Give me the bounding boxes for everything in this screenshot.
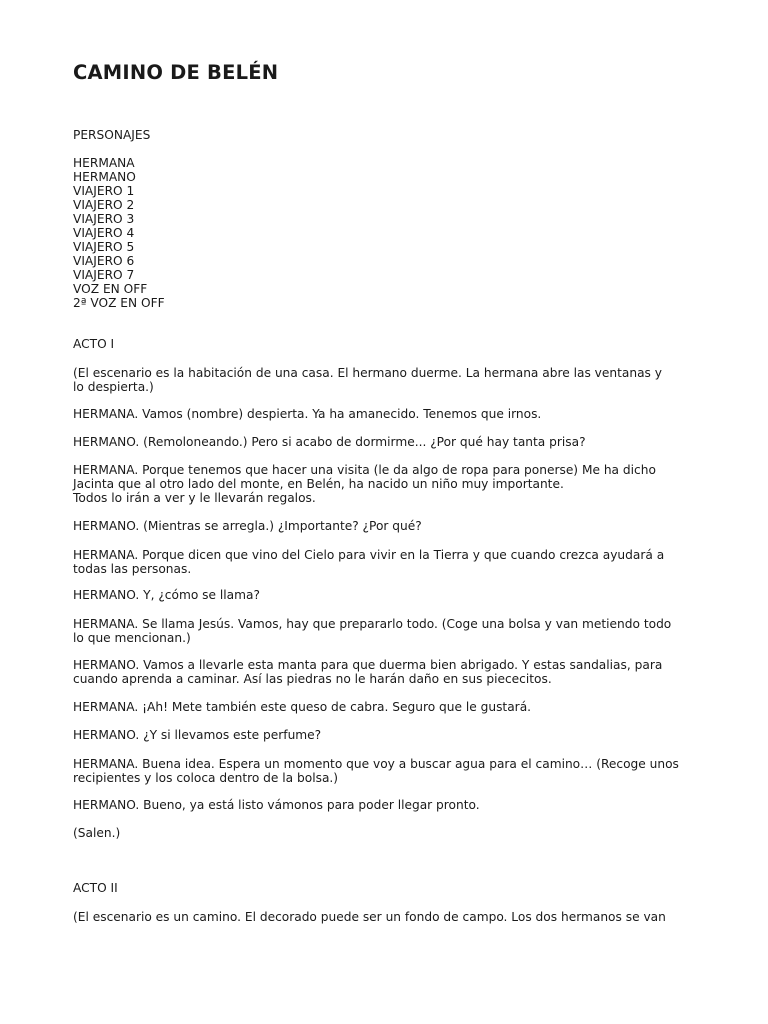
acto1-paragraph (73, 588, 260, 602)
paragraph-line: HERMANA. Se llama Jesús. Vamos, hay que prepararlo todo. (Coge una bolsa y van metiendo todo (73, 617, 672, 631)
paragraph-line: lo que mencionan.) (73, 631, 191, 645)
acto1-paragraph (73, 798, 480, 812)
paragraph-line: HERMANO. Vamos a llevarle esta manta para que duerma bien abrigado. Y estas sandalias, para (73, 658, 663, 672)
acto1-paragraph (73, 435, 586, 449)
cast-item: VIAJERO 2 (73, 198, 135, 212)
acto1-paragraph (73, 826, 120, 840)
paragraph-line: HERMANO. (Mientras se arregla.) ¿Importante? ¿Por qué? (73, 519, 422, 533)
paragraph-line: recipientes y los coloca dentro de la bolsa.) (73, 771, 339, 785)
paragraph-line: HERMANA. Porque tenemos que hacer una visita (le da algo de ropa para ponerse) Me ha dicho (73, 463, 656, 477)
cast-item: 2ª VOZ EN OFF (73, 296, 165, 310)
paragraph-line: HERMANA. ¡Ah! Mete también este queso de cabra. Seguro que le gustará. (73, 700, 532, 714)
paragraph-line: (Salen.) (73, 826, 121, 840)
paragraph-line: HERMANA. Porque dicen que vino del Cielo para vivir en la Tierra y que cuando crezca ayudará a (73, 548, 665, 562)
acto1-paragraph (73, 658, 662, 686)
cast-list (73, 156, 165, 310)
paragraph-line: Todos lo irán a ver y le llevarán regalos. (73, 491, 316, 505)
cast-item: VIAJERO 5 (73, 240, 135, 254)
cast-item: VIAJERO 6 (73, 254, 135, 268)
paragraph-line: todas las personas. (73, 562, 192, 576)
acto1-paragraph (73, 728, 321, 742)
acto1-paragraph (73, 463, 656, 505)
acto1-paragraph (73, 519, 422, 533)
acto1-paragraph (73, 407, 541, 421)
acto2-heading: ACTO II (73, 881, 118, 895)
paragraph-line: HERMANO. Bueno, ya está listo vámonos para poder llegar pronto. (73, 798, 480, 812)
acto1-paragraph (73, 700, 531, 714)
paragraph-line: HERMANA. Buena idea. Espera un momento que voy a buscar agua para el camino… (Recoge unos (73, 757, 679, 771)
paragraph-line: (El escenario es un camino. El decorado puede ser un fondo de campo. Los dos hermanos se van (73, 910, 666, 924)
cast-item: VIAJERO 3 (73, 212, 135, 226)
acto1-heading: ACTO I (73, 337, 115, 351)
acto1-paragraph (73, 366, 662, 394)
paragraph-line: Jacinta que al otro lado del monte, en Belén, ha nacido un niño muy importante. (73, 477, 564, 491)
personajes-heading: PERSONAJES (73, 128, 151, 142)
paragraph-line: cuando aprenda a caminar. Así las piedras no le harán daño en sus piececitos. (73, 672, 552, 686)
paragraph-line: HERMANO. Y, ¿cómo se llama? (73, 588, 260, 602)
cast-item: VOZ EN OFF (73, 282, 148, 296)
cast-item: VIAJERO 7 (73, 268, 135, 282)
acto1-paragraph (73, 757, 679, 785)
cast-item: HERMANO (73, 170, 136, 184)
cast-item: VIAJERO 1 (73, 184, 135, 198)
paragraph-line: (El escenario es la habitación de una casa. El hermano duerme. La hermana abre las ventanas y (73, 366, 662, 380)
acto1-paragraph (73, 548, 664, 576)
document-title: CAMINO DE BELÉN (73, 61, 279, 84)
cast-item: VIAJERO 4 (73, 226, 135, 240)
acto1-paragraph (73, 617, 671, 645)
cast-item: HERMANA (73, 156, 135, 170)
paragraph-line: HERMANO. ¿Y si llevamos este perfume? (73, 728, 322, 742)
paragraph-line: HERMANO. (Remoloneando.) Pero si acabo de dormirme... ¿Por qué hay tanta prisa? (73, 435, 586, 449)
paragraph-line: HERMANA. Vamos (nombre) despierta. Ya ha amanecido. Tenemos que irnos. (73, 407, 542, 421)
paragraph-line: lo despierta.) (73, 380, 154, 394)
acto2-paragraph (73, 910, 666, 924)
